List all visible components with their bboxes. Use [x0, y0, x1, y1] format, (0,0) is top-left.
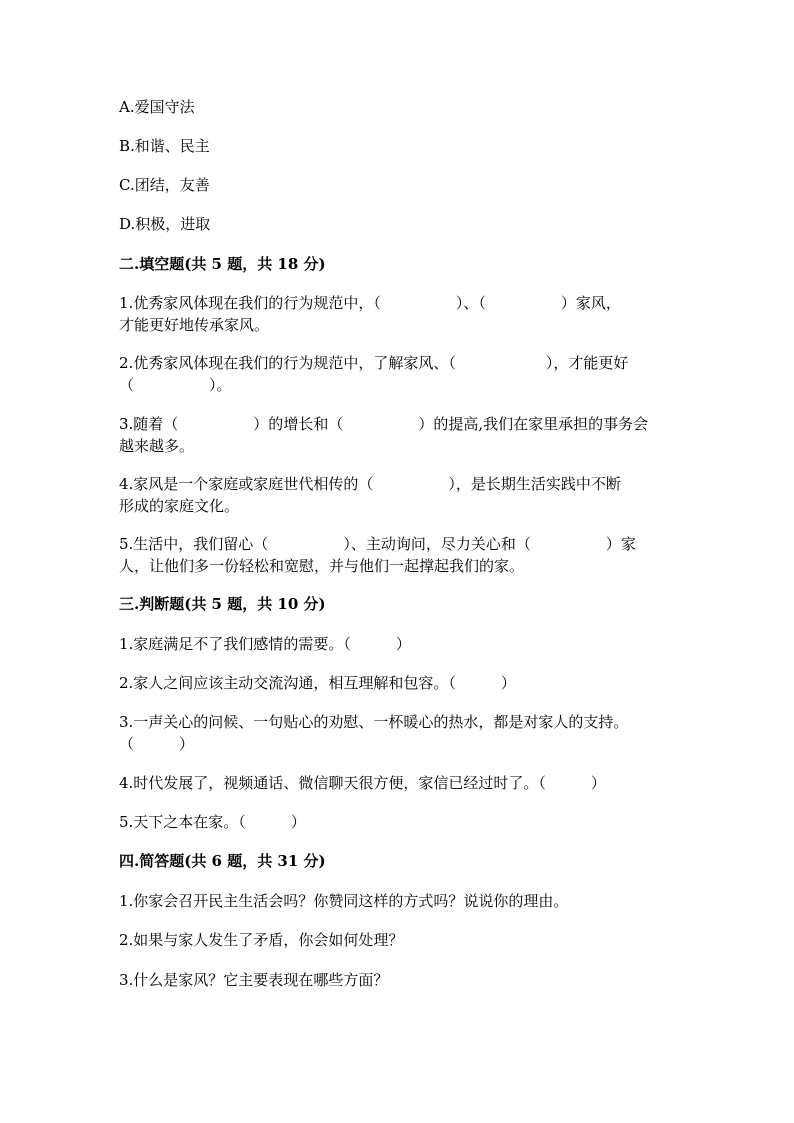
fill-q2-line1: 2.优秀家风体现在我们的行为规范中，了解家风、（ ），才能更好: [119, 354, 629, 372]
judge-q3-line2: （ ）: [119, 735, 195, 753]
judge-q3-line1: 3.一声关心的问候、一句贴心的劝慰、一杯暖心的热水，都是对家人的支持。: [119, 713, 629, 731]
option-d: D.积极，进取: [119, 215, 211, 233]
fill-q2-line2: （ ）。: [119, 376, 232, 394]
judge-q2: 2.家人之间应该主动交流沟通，相互理解和包容。（ ）: [119, 674, 516, 692]
fill-q5-line1: 5.生活中，我们留心（ ）、主动询问，尽力关心和（ ）家: [119, 535, 636, 553]
judge-q4: 4.时代发展了，视频通话、微信聊天很方便，家信已经过时了。（ ）: [119, 774, 606, 792]
section4-title: 四.简答题(共 6 题，共 31 分): [119, 852, 326, 870]
fill-q4-line2: 形成的家庭文化。: [119, 497, 240, 515]
fill-q1-line2: 才能更好地传承家风。: [119, 316, 270, 334]
fill-q4-line1: 4.家风是一个家庭或家庭世代相传的（ ），是长期生活实践中不断: [119, 475, 621, 493]
judge-q5: 5.天下之本在家。（ ）: [119, 813, 306, 831]
short-q3: 3.什么是家风？它主要表现在哪些方面？: [119, 971, 389, 989]
short-q2: 2.如果与家人发生了矛盾，你会如何处理？: [119, 931, 404, 949]
option-b: B.和谐、民主: [119, 137, 210, 155]
fill-q5-line2: 人，让他们多一份轻松和宽慰，并与他们一起撑起我们的家。: [119, 557, 525, 575]
fill-q1-line1: 1.优秀家风体现在我们的行为规范中，（ ）、（ ）家风，: [119, 294, 621, 312]
fill-q3-line1: 3.随着（ ）的增长和（ ）的提高,我们在家里承担的事务会: [119, 415, 649, 433]
short-q1: 1.你家会召开民主生活会吗？你赞同这样的方式吗？说说你的理由。: [119, 892, 569, 910]
option-c: C.团结，友善: [119, 176, 210, 194]
section3-title: 三.判断题(共 5 题，共 10 分): [119, 595, 326, 613]
judge-q1: 1.家庭满足不了我们感情的需要。（ ）: [119, 635, 411, 653]
fill-q3-line2: 越来越多。: [119, 437, 195, 455]
option-a: A.爱国守法: [119, 98, 195, 116]
section2-title: 二.填空题(共 5 题，共 18 分): [119, 255, 326, 273]
